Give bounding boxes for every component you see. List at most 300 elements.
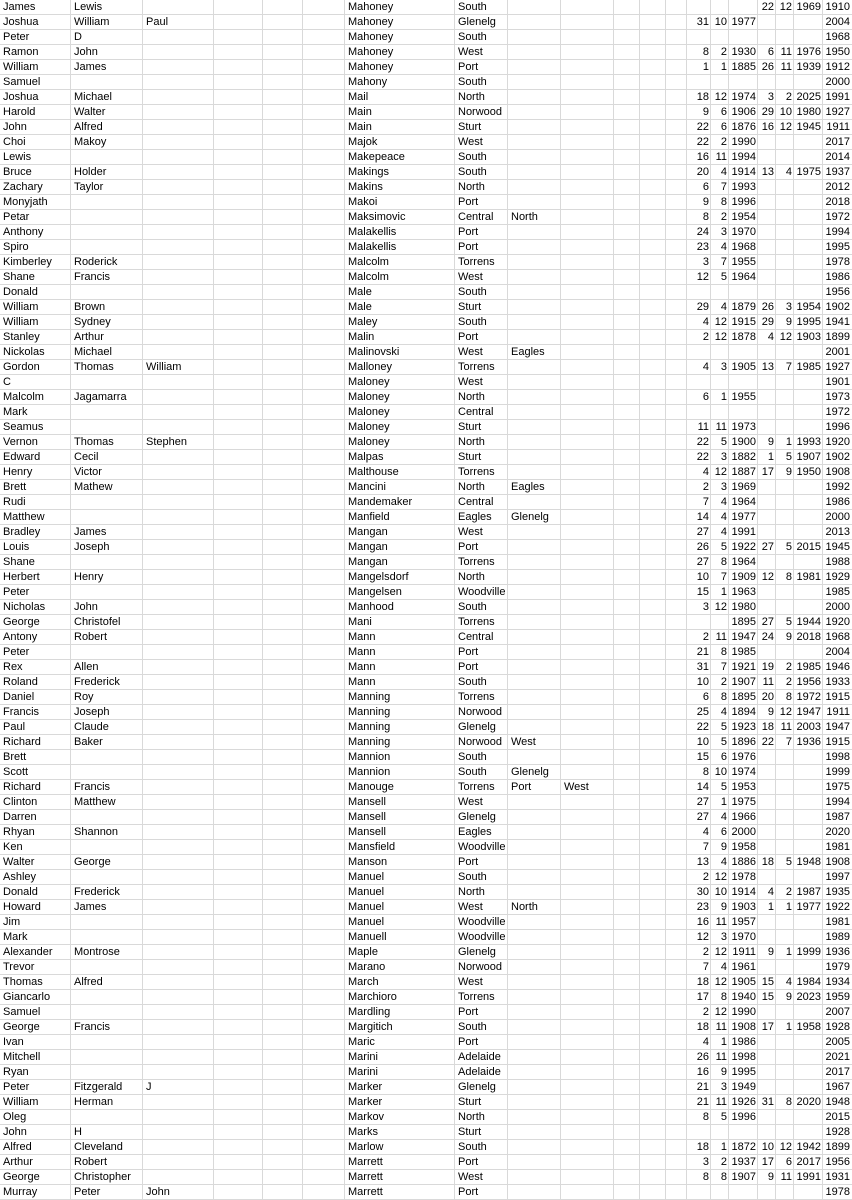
- cell-third[interactable]: [143, 1155, 214, 1170]
- cell-bm[interactable]: 4: [720, 856, 727, 868]
- cell-surname[interactable]: Malcolm: [348, 271, 389, 283]
- cell-dy[interactable]: 1944: [796, 616, 821, 628]
- cell-first[interactable]: William: [3, 61, 39, 73]
- cell-second[interactable]: [71, 1065, 143, 1080]
- cell-by[interactable]: 1947: [731, 631, 756, 643]
- cell-bd[interactable]: 12: [696, 271, 709, 283]
- cell-third[interactable]: [143, 915, 214, 930]
- cell-dd[interactable]: [758, 810, 776, 825]
- cell-dd[interactable]: [758, 1035, 776, 1050]
- cell-bm[interactable]: 7: [720, 181, 727, 193]
- cell-dm[interactable]: [776, 135, 794, 150]
- cell-surname[interactable]: Manuel: [348, 916, 385, 928]
- cell-second[interactable]: Alfred: [74, 976, 103, 988]
- cell-dy[interactable]: [794, 75, 823, 90]
- cell-bm[interactable]: 4: [720, 511, 727, 523]
- cell-club2[interactable]: [508, 240, 561, 255]
- cell-first[interactable]: Roland: [3, 676, 38, 688]
- cell-surname[interactable]: Mann: [348, 661, 376, 673]
- cell-third[interactable]: [143, 465, 214, 480]
- cell-dd[interactable]: [758, 225, 776, 240]
- cell-by[interactable]: 1949: [731, 1081, 756, 1093]
- cell-dd[interactable]: 1: [767, 451, 774, 463]
- cell-club2[interactable]: [508, 285, 561, 300]
- cell-surname[interactable]: Mahony: [348, 76, 388, 88]
- cell-first[interactable]: Stanley: [3, 331, 40, 343]
- cell-bd[interactable]: 2: [702, 946, 709, 958]
- cell-club3[interactable]: [561, 690, 614, 705]
- cell-dm[interactable]: 2: [785, 886, 792, 898]
- cell-surname[interactable]: Maley: [348, 316, 378, 328]
- cell-club2[interactable]: [508, 990, 561, 1005]
- cell-surname[interactable]: Manning: [348, 706, 391, 718]
- cell-first[interactable]: Zachary: [3, 181, 43, 193]
- cell-dy[interactable]: [794, 1065, 823, 1080]
- cell-dd[interactable]: 19: [761, 661, 774, 673]
- cell-surname[interactable]: Mail: [348, 91, 369, 103]
- cell-club2[interactable]: [508, 165, 561, 180]
- cell-first[interactable]: C: [3, 376, 11, 388]
- cell-dm[interactable]: [776, 150, 794, 165]
- cell-club3[interactable]: [561, 165, 614, 180]
- cell-bm[interactable]: 1: [720, 1036, 727, 1048]
- cell-debut[interactable]: 1950: [825, 46, 850, 58]
- cell-bm[interactable]: [711, 0, 729, 15]
- cell-second[interactable]: James: [74, 526, 107, 538]
- cell-club2[interactable]: [508, 105, 561, 120]
- cell-dy[interactable]: [794, 750, 823, 765]
- cell-third[interactable]: [143, 90, 214, 105]
- cell-debut[interactable]: 1994: [825, 796, 850, 808]
- cell-by[interactable]: 1908: [731, 1021, 756, 1033]
- cell-bd[interactable]: [687, 1125, 711, 1140]
- cell-bd[interactable]: 2: [702, 631, 709, 643]
- cell-surname[interactable]: Mann: [348, 676, 376, 688]
- cell-surname[interactable]: Mahoney: [348, 16, 394, 28]
- cell-club2[interactable]: [508, 225, 561, 240]
- cell-bd[interactable]: 8: [702, 46, 709, 58]
- cell-third[interactable]: [143, 570, 214, 585]
- cell-debut[interactable]: 1985: [825, 586, 850, 598]
- cell-debut[interactable]: 1911: [826, 121, 850, 133]
- cell-dy[interactable]: [794, 780, 823, 795]
- cell-dy[interactable]: [794, 495, 823, 510]
- cell-dy[interactable]: 1975: [796, 166, 821, 178]
- cell-debut[interactable]: 1931: [825, 1171, 850, 1183]
- cell-bm[interactable]: 11: [715, 1051, 727, 1063]
- cell-bm[interactable]: [711, 615, 729, 630]
- cell-by[interactable]: 1923: [731, 721, 756, 733]
- cell-club3[interactable]: [561, 1185, 614, 1200]
- cell-club3[interactable]: [561, 555, 614, 570]
- cell-club1[interactable]: Port: [458, 646, 479, 658]
- cell-club3[interactable]: [561, 360, 614, 375]
- cell-bm[interactable]: 5: [720, 436, 727, 448]
- cell-second[interactable]: Walter: [74, 106, 106, 118]
- cell-bm[interactable]: 9: [720, 1066, 727, 1078]
- cell-club1[interactable]: Glenelg: [458, 1081, 496, 1093]
- cell-first[interactable]: William: [3, 316, 39, 328]
- cell-surname[interactable]: Manuel: [348, 901, 385, 913]
- cell-third[interactable]: [143, 615, 214, 630]
- cell-club3[interactable]: [561, 420, 614, 435]
- cell-surname[interactable]: Mangelsen: [348, 586, 402, 598]
- cell-debut[interactable]: 2007: [825, 1006, 850, 1018]
- cell-club3[interactable]: [561, 15, 614, 30]
- cell-club3[interactable]: [561, 330, 614, 345]
- cell-debut[interactable]: 2000: [825, 511, 850, 523]
- cell-bd[interactable]: 6: [702, 391, 709, 403]
- cell-surname[interactable]: Malloney: [348, 361, 393, 373]
- cell-bm[interactable]: 12: [714, 871, 727, 883]
- cell-club1[interactable]: North: [458, 886, 485, 898]
- cell-third[interactable]: [143, 765, 214, 780]
- cell-dy[interactable]: 1991: [796, 1171, 821, 1183]
- cell-club3[interactable]: [561, 630, 614, 645]
- cell-first[interactable]: Joshua: [3, 16, 39, 28]
- cell-third[interactable]: [143, 690, 214, 705]
- cell-bd[interactable]: 16: [696, 916, 709, 928]
- cell-surname[interactable]: Mangan: [348, 556, 388, 568]
- cell-dd[interactable]: [758, 405, 776, 420]
- cell-club1[interactable]: Glenelg: [458, 946, 496, 958]
- cell-third[interactable]: [143, 810, 214, 825]
- cell-club1[interactable]: Port: [458, 1186, 479, 1198]
- cell-debut[interactable]: 2013: [825, 526, 850, 538]
- cell-by[interactable]: 1974: [731, 91, 756, 103]
- cell-dd[interactable]: [758, 840, 776, 855]
- cell-dm[interactable]: [776, 810, 794, 825]
- cell-dd[interactable]: 3: [767, 91, 774, 103]
- cell-dm[interactable]: 1: [785, 1021, 792, 1033]
- cell-dd[interactable]: [758, 270, 776, 285]
- cell-second[interactable]: Cleveland: [74, 1141, 123, 1153]
- cell-first[interactable]: Peter: [3, 1081, 30, 1093]
- cell-dy[interactable]: [794, 180, 823, 195]
- cell-club1[interactable]: Port: [458, 61, 479, 73]
- cell-club2[interactable]: [508, 120, 561, 135]
- cell-club3[interactable]: [561, 345, 614, 360]
- cell-bm[interactable]: 8: [720, 196, 727, 208]
- cell-dy[interactable]: [794, 840, 823, 855]
- cell-bd[interactable]: 22: [696, 451, 709, 463]
- cell-debut[interactable]: 1937: [825, 166, 850, 178]
- cell-club1[interactable]: Port: [458, 241, 479, 253]
- cell-club1[interactable]: Norwood: [458, 736, 503, 748]
- cell-by[interactable]: 1957: [731, 916, 756, 928]
- cell-bm[interactable]: 5: [720, 271, 727, 283]
- cell-bm[interactable]: 12: [714, 946, 727, 958]
- cell-club3[interactable]: [561, 645, 614, 660]
- cell-debut[interactable]: 2015: [825, 1111, 850, 1123]
- cell-surname[interactable]: Mann: [348, 646, 376, 658]
- cell-dd[interactable]: [758, 480, 776, 495]
- cell-surname[interactable]: Mannion: [348, 766, 391, 778]
- cell-debut[interactable]: 2021: [825, 1051, 850, 1063]
- cell-club2[interactable]: Eagles: [511, 481, 545, 493]
- cell-club3[interactable]: [561, 1170, 614, 1185]
- cell-second[interactable]: John: [74, 46, 98, 58]
- cell-dd[interactable]: [758, 600, 776, 615]
- cell-dm[interactable]: [776, 240, 794, 255]
- cell-debut[interactable]: 1973: [825, 391, 850, 403]
- cell-third[interactable]: [143, 660, 214, 675]
- cell-club1[interactable]: West: [458, 796, 483, 808]
- cell-debut[interactable]: 1902: [825, 301, 850, 313]
- cell-dy[interactable]: [794, 390, 823, 405]
- cell-dm[interactable]: [776, 375, 794, 390]
- cell-by[interactable]: 1969: [731, 481, 756, 493]
- cell-second[interactable]: [71, 225, 143, 240]
- cell-club3[interactable]: [561, 1005, 614, 1020]
- cell-club1[interactable]: Port: [458, 196, 479, 208]
- cell-bd[interactable]: 2: [702, 871, 709, 883]
- cell-surname[interactable]: Manson: [348, 856, 388, 868]
- cell-bd[interactable]: 10: [696, 571, 709, 583]
- cell-first[interactable]: Richard: [3, 781, 41, 793]
- cell-surname[interactable]: Manning: [348, 736, 391, 748]
- cell-second[interactable]: [71, 645, 143, 660]
- cell-second[interactable]: Frederick: [74, 886, 120, 898]
- cell-third[interactable]: [143, 720, 214, 735]
- cell-by[interactable]: 1906: [731, 106, 756, 118]
- cell-first[interactable]: Ramon: [3, 46, 39, 58]
- cell-dm[interactable]: 5: [785, 856, 792, 868]
- cell-club2[interactable]: [508, 1035, 561, 1050]
- cell-club3[interactable]: [561, 210, 614, 225]
- cell-debut[interactable]: 2017: [825, 136, 850, 148]
- cell-bm[interactable]: 7: [720, 571, 727, 583]
- cell-second[interactable]: [71, 375, 143, 390]
- cell-dd[interactable]: [758, 30, 776, 45]
- cell-third[interactable]: [143, 225, 214, 240]
- cell-bm[interactable]: 12: [714, 91, 727, 103]
- cell-club2[interactable]: [508, 0, 561, 15]
- cell-dm[interactable]: [776, 510, 794, 525]
- cell-club2[interactable]: [508, 405, 561, 420]
- cell-first[interactable]: Thomas: [3, 976, 43, 988]
- cell-third[interactable]: [143, 675, 214, 690]
- cell-surname[interactable]: Malinovski: [348, 346, 400, 358]
- cell-by[interactable]: 1907: [731, 1171, 756, 1183]
- cell-dm[interactable]: [776, 765, 794, 780]
- cell-bd[interactable]: 8: [702, 766, 709, 778]
- cell-dy[interactable]: [794, 930, 823, 945]
- cell-bd[interactable]: [687, 285, 711, 300]
- cell-first[interactable]: Shane: [3, 556, 35, 568]
- cell-bm[interactable]: 1: [720, 391, 727, 403]
- cell-dy[interactable]: 1995: [796, 316, 821, 328]
- cell-surname[interactable]: Malin: [348, 331, 375, 343]
- cell-third[interactable]: [143, 0, 214, 15]
- cell-club3[interactable]: [561, 180, 614, 195]
- cell-bm[interactable]: 4: [720, 166, 727, 178]
- cell-club3[interactable]: [561, 135, 614, 150]
- cell-bm[interactable]: 3: [720, 481, 727, 493]
- cell-third[interactable]: [143, 1005, 214, 1020]
- cell-third[interactable]: [143, 1125, 214, 1140]
- cell-club1[interactable]: Sturt: [458, 451, 482, 463]
- cell-club2[interactable]: [508, 330, 561, 345]
- cell-surname[interactable]: Marchioro: [348, 991, 397, 1003]
- cell-first[interactable]: Daniel: [3, 691, 35, 703]
- cell-club1[interactable]: South: [458, 31, 487, 43]
- cell-club2[interactable]: [508, 375, 561, 390]
- cell-first[interactable]: Francis: [3, 706, 40, 718]
- cell-club1[interactable]: Norwood: [458, 106, 503, 118]
- cell-debut[interactable]: 1978: [825, 1186, 850, 1198]
- cell-second[interactable]: Henry: [74, 571, 104, 583]
- cell-dm[interactable]: [776, 960, 794, 975]
- cell-third[interactable]: [143, 165, 214, 180]
- cell-bd[interactable]: 24: [696, 226, 709, 238]
- cell-surname[interactable]: Maric: [348, 1036, 375, 1048]
- cell-second[interactable]: Taylor: [74, 181, 104, 193]
- cell-club3[interactable]: [561, 615, 614, 630]
- cell-club2[interactable]: [508, 855, 561, 870]
- cell-dy[interactable]: [794, 525, 823, 540]
- cell-third[interactable]: [143, 210, 214, 225]
- cell-third[interactable]: [143, 1050, 214, 1065]
- cell-club1[interactable]: South: [458, 1021, 487, 1033]
- cell-club1[interactable]: South: [458, 751, 487, 763]
- cell-club3[interactable]: [561, 150, 614, 165]
- cell-club3[interactable]: [561, 810, 614, 825]
- cell-surname[interactable]: Mani: [348, 616, 372, 628]
- cell-club1[interactable]: Sturt: [458, 301, 482, 313]
- cell-dm[interactable]: 11: [780, 61, 792, 73]
- cell-dy[interactable]: [794, 405, 823, 420]
- cell-third[interactable]: [143, 870, 214, 885]
- cell-third[interactable]: [143, 450, 214, 465]
- cell-surname[interactable]: Maloney: [348, 376, 390, 388]
- cell-second[interactable]: Francis: [74, 271, 111, 283]
- cell-dd[interactable]: 4: [767, 331, 774, 343]
- cell-dy[interactable]: [794, 555, 823, 570]
- cell-club1[interactable]: Adelaide: [458, 1066, 501, 1078]
- cell-by[interactable]: 1922: [731, 541, 756, 553]
- cell-dy[interactable]: [794, 135, 823, 150]
- cell-third[interactable]: [143, 585, 214, 600]
- cell-debut[interactable]: 1945: [825, 541, 850, 553]
- cell-by[interactable]: 1896: [731, 736, 756, 748]
- cell-bm[interactable]: 4: [720, 526, 727, 538]
- cell-dm[interactable]: [776, 1185, 794, 1200]
- cell-second[interactable]: Thomas: [74, 436, 114, 448]
- cell-club3[interactable]: [561, 120, 614, 135]
- cell-first[interactable]: Antony: [3, 631, 38, 643]
- cell-surname[interactable]: Manning: [348, 721, 391, 733]
- cell-dm[interactable]: 9: [785, 466, 792, 478]
- cell-club1[interactable]: North: [458, 571, 485, 583]
- cell-second[interactable]: Brown: [74, 301, 106, 313]
- cell-surname[interactable]: Marks: [348, 1126, 378, 1138]
- cell-by[interactable]: 1964: [731, 556, 756, 568]
- cell-surname[interactable]: Main: [348, 106, 372, 118]
- cell-club1[interactable]: Norwood: [458, 706, 503, 718]
- cell-dy[interactable]: [794, 825, 823, 840]
- cell-first[interactable]: George: [3, 1021, 40, 1033]
- cell-second[interactable]: Joseph: [74, 706, 110, 718]
- cell-dm[interactable]: [776, 405, 794, 420]
- cell-first[interactable]: John: [3, 1126, 27, 1138]
- cell-dy[interactable]: [794, 1080, 823, 1095]
- cell-club1[interactable]: North: [458, 181, 485, 193]
- cell-club3[interactable]: [561, 1140, 614, 1155]
- cell-surname[interactable]: Mann: [348, 631, 376, 643]
- cell-third[interactable]: [143, 195, 214, 210]
- cell-bd[interactable]: 21: [696, 1081, 709, 1093]
- cell-surname[interactable]: Margitich: [348, 1021, 393, 1033]
- cell-club3[interactable]: [561, 900, 614, 915]
- cell-bm[interactable]: 1: [720, 61, 727, 73]
- cell-bd[interactable]: 29: [696, 301, 709, 313]
- cell-club2[interactable]: North: [511, 901, 538, 913]
- cell-dy[interactable]: 1981: [796, 571, 821, 583]
- cell-bd[interactable]: 18: [696, 91, 709, 103]
- cell-club2[interactable]: [508, 1050, 561, 1065]
- cell-bm[interactable]: 4: [720, 706, 727, 718]
- cell-debut[interactable]: 1989: [825, 931, 850, 943]
- cell-dd[interactable]: 29: [761, 316, 774, 328]
- cell-second[interactable]: William: [74, 16, 110, 28]
- cell-by[interactable]: 1882: [731, 451, 756, 463]
- cell-first[interactable]: Gordon: [3, 361, 40, 373]
- cell-debut[interactable]: 1999: [825, 766, 850, 778]
- cell-dy[interactable]: [794, 285, 823, 300]
- cell-third[interactable]: [143, 525, 214, 540]
- cell-by[interactable]: [729, 0, 758, 15]
- cell-debut[interactable]: 1915: [825, 691, 850, 703]
- cell-surname[interactable]: Manfield: [348, 511, 390, 523]
- cell-by[interactable]: [729, 405, 758, 420]
- cell-dm[interactable]: [776, 270, 794, 285]
- cell-third[interactable]: [143, 840, 214, 855]
- cell-by[interactable]: 2000: [731, 826, 756, 838]
- cell-bd[interactable]: [687, 375, 711, 390]
- cell-third[interactable]: [143, 735, 214, 750]
- cell-by[interactable]: 1921: [731, 661, 756, 673]
- cell-dm[interactable]: [776, 780, 794, 795]
- cell-dd[interactable]: 13: [761, 166, 774, 178]
- cell-debut[interactable]: 1959: [825, 991, 850, 1003]
- cell-second[interactable]: [71, 1035, 143, 1050]
- cell-club1[interactable]: South: [458, 601, 487, 613]
- cell-by[interactable]: 1872: [731, 1141, 756, 1153]
- cell-club3[interactable]: [561, 660, 614, 675]
- cell-club2[interactable]: [508, 630, 561, 645]
- cell-third[interactable]: [143, 825, 214, 840]
- cell-bm[interactable]: 11: [715, 421, 727, 433]
- cell-dm[interactable]: 4: [785, 976, 792, 988]
- cell-club1[interactable]: South: [458, 76, 487, 88]
- cell-club3[interactable]: [561, 915, 614, 930]
- cell-bd[interactable]: 14: [696, 781, 709, 793]
- cell-dy[interactable]: [794, 870, 823, 885]
- cell-second[interactable]: Francis: [74, 1021, 111, 1033]
- cell-club3[interactable]: [561, 570, 614, 585]
- cell-club1[interactable]: North: [458, 391, 485, 403]
- cell-second[interactable]: [71, 585, 143, 600]
- cell-dd[interactable]: 10: [761, 1141, 774, 1153]
- cell-club3[interactable]: [561, 390, 614, 405]
- cell-by[interactable]: [729, 345, 758, 360]
- cell-second[interactable]: Joseph: [74, 541, 110, 553]
- cell-dy[interactable]: [794, 30, 823, 45]
- cell-club2[interactable]: West: [511, 736, 536, 748]
- cell-first[interactable]: Jim: [3, 916, 21, 928]
- cell-dd[interactable]: [758, 495, 776, 510]
